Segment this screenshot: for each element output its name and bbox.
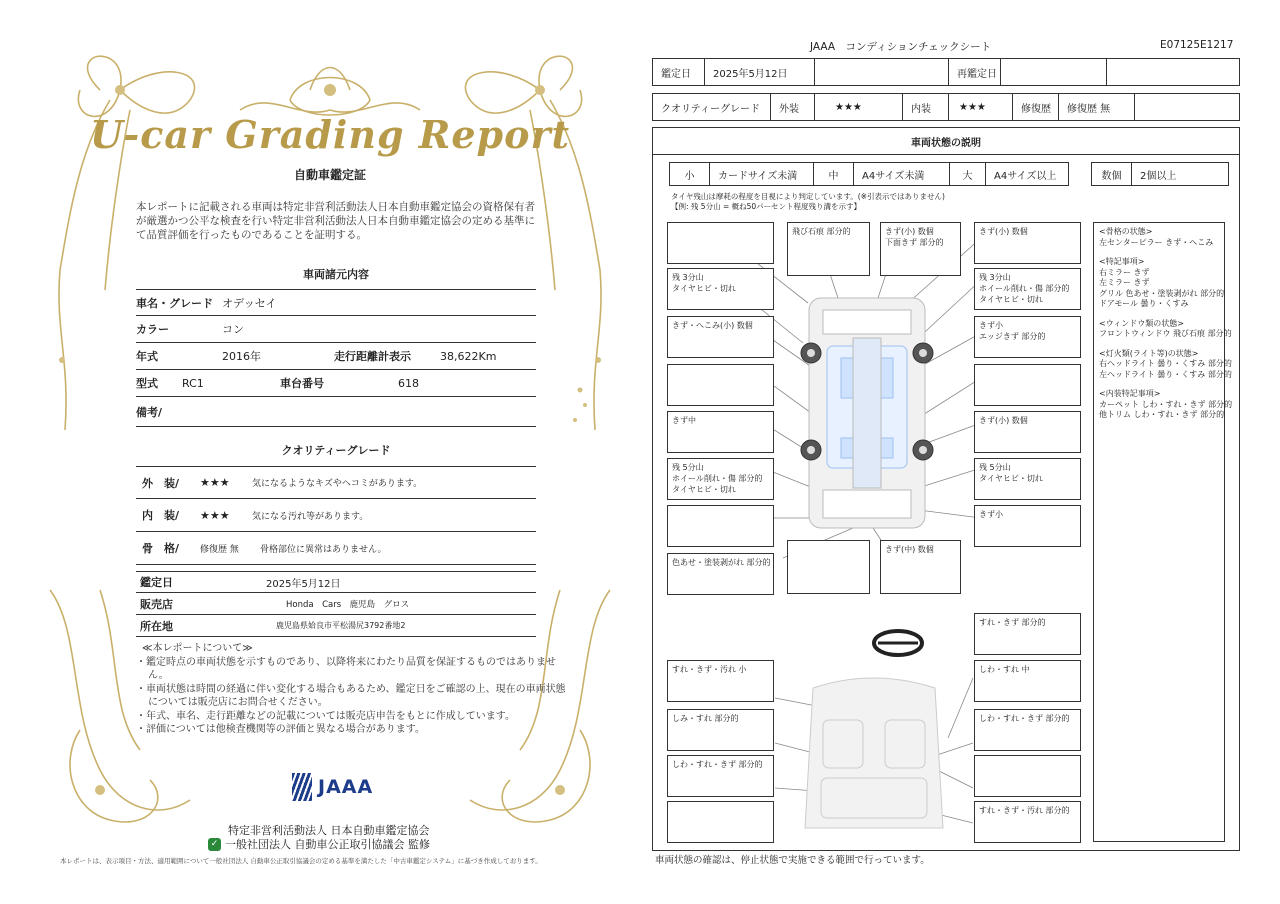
interior-callout-box [667,660,774,702]
exterior-callout-box [974,364,1081,406]
exterior-callout-box [667,268,774,310]
remark-line [1099,340,1219,349]
exterior-callout-box [787,540,870,594]
interior-callout-box [974,801,1081,843]
grade-row-exterior [136,466,536,499]
exterior-callout-box [667,411,774,453]
tyre-note-line: タイヤ残山は摩耗の程度を目視により判定しています。(※引表示ではありません) [671,192,945,201]
interior-callout-box [667,801,774,843]
quality-grade-row [652,93,1240,121]
exterior-callout-box [667,364,774,406]
spec-row-remarks [136,397,536,427]
size-mid-desc: A4サイズ未満 [854,163,950,185]
supervisor-org [208,836,430,852]
dealer-row [136,593,536,615]
interior-label: 内 装/ [142,509,180,522]
spec-row-year [136,343,536,370]
remarks-list [1093,222,1233,842]
qg-int-label: 内装 [903,94,949,120]
address-label: 所在地 [140,619,173,633]
exterior-callout-box [787,222,870,276]
count-label: 数個 [1092,163,1132,185]
exterior-callout-box [974,411,1081,453]
exterior-callout-box [667,316,774,358]
color-value: コン [222,323,244,336]
spec-heading: 車両諸元内容 [303,268,369,281]
dealer-label: 販売店 [140,597,173,611]
callout-text: きず小 [979,510,1003,519]
callout-text: 残 3分山 [672,273,704,282]
frame-value: 修復歴 無 [200,544,239,555]
exterior-callout-box [974,222,1081,264]
model-value: RC1 [182,376,204,390]
mileage-label: 走行距離計表示 [334,350,411,363]
exterior-text: 気になるようなキズやヘコミがあります。 [252,479,423,489]
remark-line: <内装特記事項> [1099,389,1161,398]
callout-text: 下面きず 部分的 [885,238,944,247]
size-mid: 中 [814,163,854,185]
callout-text: 残 3分山 [979,273,1011,282]
callout-text: きず(中) 数個 [885,545,934,554]
remark-line: 他トリム しわ・すれ・きず 部分的 [1099,410,1225,419]
interior-callout-box [974,613,1081,655]
remark-line: フロントウィンドウ 飛び石痕 部分的 [1099,329,1232,338]
callout-text: きず・へこみ(小) 数個 [672,321,753,330]
jaaa-logo-text: JAAA [318,776,374,798]
spec-row-color [136,316,536,343]
exterior-callout-box [880,540,961,594]
reappraisal-blank [1107,59,1241,85]
size-small-desc: カードサイズ未満 [710,163,814,185]
callout-text: きず(小) 数個 [979,416,1028,425]
size-large-desc: A4サイズ以上 [994,170,1057,182]
remark-line: ドアモール 曇り・くすみ [1099,299,1189,308]
qg-ext-label: 外装 [771,94,815,120]
qg-blank [1135,94,1241,120]
callout-text: 飛び石痕 部分的 [792,227,851,236]
qg-int-stars: ★★★ [949,94,1013,120]
sheet-title: JAAA コンディションチェックシート [810,41,992,53]
name-value: オデッセイ [222,296,277,310]
exterior-callout-box [667,458,774,500]
exterior-callout-box [667,222,774,264]
color-label: カラー [136,323,169,336]
grade-row-interior [136,499,536,532]
size-legend [669,162,1069,186]
name-label: 車名・グレード [136,296,213,310]
exterior-callout-box [880,222,961,276]
exterior-stars: ★★★ [200,476,230,489]
remark-line: 左センターピラー きず・へこみ [1099,237,1214,247]
exterior-callout-box [667,553,774,595]
callout-text: しみ・すれ 部分的 [672,714,739,723]
certificate-subtitle: 自動車鑑定証 [293,168,366,182]
address-row [136,615,536,637]
spec-row-model [136,370,536,397]
grade-row-frame [136,532,536,565]
callout-text: しわ・すれ・きず 部分的 [979,714,1070,723]
fair-trade-logo-icon: ✓ [208,838,221,851]
remark-line [1099,310,1219,319]
bottom-note: 車両状態の確認は、停止状態で実施できる範囲で行っています。 [655,855,930,866]
callout-text: 残 5分山 [672,463,704,472]
jaaa-mark-icon [292,773,312,801]
count-legend [1091,162,1229,186]
callout-text: エッジきず 部分的 [979,332,1046,341]
callout-text: タイヤヒビ・切れ [979,474,1043,483]
qg-repair-value: 修復歴 無 [1059,94,1135,120]
note-item: ・車両状態は時間の経過に伴い変化する場合もあるため、鑑定日をご確認の上、現在の車両状態については販売店にお問合せください。 [136,683,566,708]
certificate-intro: 本レポートに記載される車両は特定非営利活動法人日本自動車鑑定協会の資格保有者が厳選かつ公平な検査を行い特定非営利活動法人日本自動車鑑定協会の定める基準にて品質評価を行ったものであることを証明する。 [136,201,535,241]
certificate-footnote: 本レポートは、表示項目・方法、適用範囲について一般社団法人 自動車公正取引協議会の定める基準を満たした「中古車鑑定システム」に基づき作成しております。 [60,857,542,865]
exterior-callout-box [974,458,1081,500]
remark-line: 右ミラー きず [1099,267,1150,277]
callout-text: しわ・すれ・きず 部分的 [672,760,763,769]
report-notes [136,642,566,737]
dealer-value: Honda Cars 鹿児島 グロス [286,599,410,610]
reappraisal-value [1001,59,1107,85]
date-value: 2025年5月12日 [705,59,815,85]
remark-line: <特記事項> [1099,257,1145,266]
organization-name: 特定非営利活動法人 日本自動車鑑定協会 [228,824,430,837]
size-large: 大 [950,163,986,185]
interior-callout-box [974,660,1081,702]
sheet-code: E07125E1217 [1160,39,1234,51]
spec-row-name [136,289,536,316]
note-item: ・評価については他検査機関等の評価と異なる場合があります。 [136,724,425,735]
remark-line: 左ヘッドライト 曇り・くすみ 部分的 [1099,369,1232,379]
callout-text: きず小 [979,321,1003,330]
exterior-callout-box [974,268,1081,310]
exterior-label: 外 装/ [142,476,180,490]
callout-text: すれ・きず・汚れ 部分的 [979,806,1070,815]
mileage-value: 38,622Km [440,349,497,363]
callout-text: すれ・きず 部分的 [979,618,1046,627]
supervisor-org-name: 一般社団法人 自動車公正取引協議会 監修 [225,838,430,851]
qg-repair-label: 修復歴 [1013,94,1059,120]
frame-no-label: 車台番号 [280,377,324,390]
remark-line: <骨格の状態> [1099,227,1153,236]
date-label: 鑑定日 [653,59,705,85]
appraisal-date-label: 鑑定日 [140,576,173,589]
grade-heading: クオリティーグレード [281,444,391,457]
date-blank [815,59,949,85]
callout-text: ホイール削れ・傷 部分的 [672,474,763,483]
callout-text: 色あせ・塗装剥がれ 部分的 [672,558,771,567]
year-label: 年式 [136,350,158,363]
address-value: 鹿児島県姶良市平松湯尻3792番地2 [276,621,406,630]
exterior-callout-box [974,505,1081,547]
interior-callout-box [974,709,1081,751]
vehicle-condition-heading: 車両状態の説明 [653,128,1239,155]
remark-line [1099,248,1219,257]
note-item: ・年式、車名、走行距離などの記載については販売店申告をもとに作成しています。 [136,710,515,722]
frame-label: 骨 格/ [142,542,180,555]
appraisal-date-value: 2025年5月12日 [266,578,341,590]
interior-stars: ★★★ [200,508,230,522]
appraisal-date-row [136,571,536,593]
remarks-label: 備考/ [136,405,163,419]
grading-certificate [40,30,620,870]
remark-line: <灯火類(ライト等)の状態> [1099,348,1199,358]
model-label: 型式 [136,377,158,390]
frame-no-value: 618 [398,376,419,390]
remark-line: <ウィンドウ類の状態> [1099,318,1184,328]
callout-text: すれ・きず・汚れ 小 [672,665,747,674]
note-item: ・鑑定時点の車両状態を示すものであり、以降将来にわたり品質を保証するものではありません。 [136,656,556,681]
frame-text: 骨格部位に異常はありません。 [260,544,387,555]
interior-callout-box [667,755,774,797]
year-value: 2016年 [222,350,261,363]
size-small: 小 [670,163,710,185]
callout-text: きず(小) 数個 [885,227,934,236]
count-desc: 2個以上 [1140,170,1177,182]
callout-text: 残 5分山 [979,463,1011,472]
exterior-callout-box [667,505,774,547]
callout-text: きず中 [672,416,696,425]
reappraisal-label: 再鑑定日 [949,59,1001,85]
callout-text: タイヤヒビ・切れ [979,295,1043,304]
callout-text: しわ・すれ 中 [979,665,1030,674]
jaaa-logo [292,770,382,804]
qg-label: クオリティーグレード [653,94,771,120]
notes-title: ≪本レポートについて≫ [142,643,253,654]
callout-text: きず(小) 数個 [979,227,1028,236]
tyre-note [671,192,945,212]
interior-callout-box [974,755,1081,797]
callout-text: タイヤヒビ・切れ [672,485,736,494]
certificate-title: U-car Grading Report [89,112,571,157]
interior-text: 気になる汚れ等があります。 [252,511,369,522]
remark-line: カーペット しわ・すれ・きず 部分的 [1099,399,1233,409]
tyre-note-line: 【例: 残 5分山 = 概ね50パーセント程度残り溝を示す】 [671,202,862,211]
interior-callout-box [667,709,774,751]
callout-text: ホイール削れ・傷 部分的 [979,284,1070,293]
callout-text: タイヤヒビ・切れ [672,284,736,293]
remark-line: 右ヘッドライト 曇り・くすみ 部分的 [1099,359,1232,368]
remark-line: 左ミラー きず [1099,278,1150,287]
qg-ext-stars: ★★★ [815,94,903,120]
remark-line [1099,380,1219,389]
remark-line: グリル 色あせ・塗装剥がれ 部分的 [1099,288,1225,298]
date-row [652,58,1240,86]
exterior-callout-box [974,316,1081,358]
